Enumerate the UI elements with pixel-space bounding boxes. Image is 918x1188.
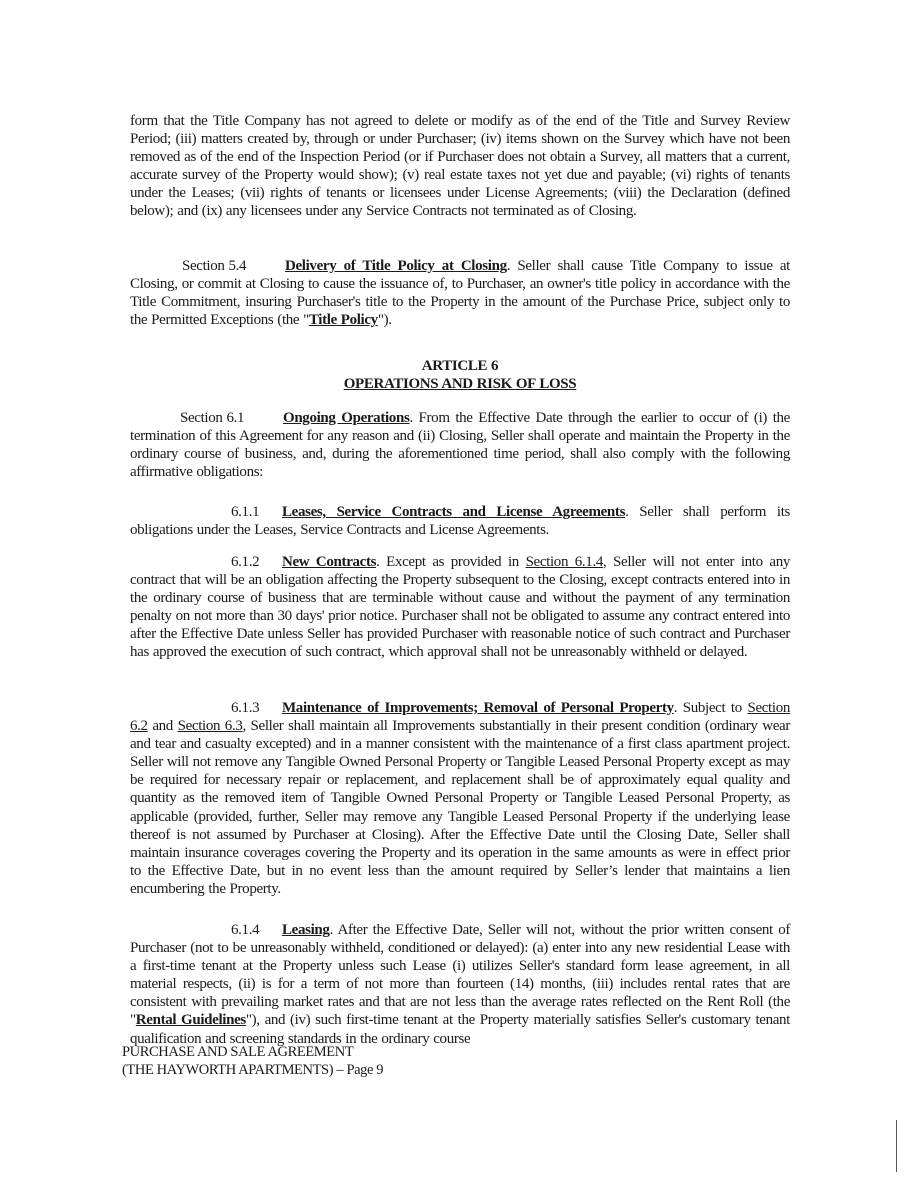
section-heading: Leases, Service Contracts and License Agreements — [282, 504, 626, 520]
article-heading — [130, 357, 790, 393]
paragraph-text: . From the Effective Date through the earlier to occur of (i) the termination of this Agreement for any reason and (ii) Closing, Seller shall operate and maintain the Property in the ordinary course of business, and, during the aforementioned time period, shall also comply with the following affirmative obligations: — [130, 410, 790, 481]
section-number: Section 6.1 — [180, 410, 245, 426]
footer-line-2: (THE HAYWORTH APARTMENTS) – Page 9 — [122, 1062, 384, 1078]
section-6-1-3 — [130, 699, 790, 898]
section-heading: Leasing — [282, 922, 330, 938]
paragraph-text: "). — [377, 312, 392, 329]
section-number: Section 5.4 — [182, 258, 247, 274]
paragraph-text: and — [147, 718, 178, 735]
cross-reference: Section 6.3 — [177, 718, 243, 735]
section-heading: Maintenance of Improvements; Removal of Personal Property — [282, 700, 674, 716]
defined-term: Rental Guidelines — [135, 1012, 246, 1029]
section-5-4 — [130, 257, 790, 329]
section-heading: Ongoing Operations — [283, 410, 410, 426]
section-number: 6.1.1 — [231, 504, 260, 520]
cross-reference: Section 6.1.4 — [525, 554, 604, 570]
cross-reference: Section 6.2 — [130, 700, 790, 735]
section-heading: New Contracts — [282, 554, 377, 570]
section-number: 6.1.2 — [231, 554, 260, 570]
section-number: 6.1.3 — [231, 700, 260, 716]
section-6-1-1 — [130, 503, 790, 539]
defined-term: Title Policy — [308, 312, 378, 329]
article-title: OPERATIONS AND RISK OF LOSS — [343, 376, 577, 393]
section-heading: Delivery of Title Policy at Closing — [285, 258, 507, 274]
paragraph-text: . Seller shall cause Title Company to issue at Closing, or commit at Closing to cause the issuance of, to Purchaser, an owner's title policy in accordance with the Title Commitment, insuring Purchaser's title to the Property in the amount of the Purchase Price, subject only to the Permitted Exceptions (the " — [130, 258, 790, 329]
section-6-1-2 — [130, 553, 790, 662]
section-6-1 — [130, 409, 790, 481]
article-number: ARTICLE 6 — [421, 358, 499, 374]
paragraph-text: . After the Effective Date, Seller will not, without the prior written consent of Purchaser (not to be unreasonably withheld, conditioned or delayed): (a) enter into any new residential Lease with a first-time tenant at the Property unless such Lease (i) utilizes Seller's standard form lease agreement, in all material respects, (ii) is for a term of not more than fourteen (14) months, (iii) includes rental rates that are consistent with prevailing market rates and that are not less than the average rates reflected on the Rent Roll (the " — [130, 922, 790, 1029]
paragraph-permitted-exceptions — [130, 112, 790, 221]
section-number: 6.1.4 — [231, 922, 260, 938]
paragraph-text: . Except as provided in — [376, 554, 526, 570]
section-6-1-4 — [130, 921, 790, 1048]
paragraph-text: . Subject to — [673, 700, 748, 716]
footer-line-1: PURCHASE AND SALE AGREEMENT — [122, 1044, 354, 1060]
paragraph-text: form that the Title Company has not agreed to delete or modify as of the end of the Title and Survey Review Period; (iii) matters created by, through or under Purchaser; (iv) items shown on the Survey which have not been removed as of the end of the Inspection Period (or if Purchaser does not obtain a Survey, all matters that a current, accurate survey of the Property would show); (v) real estate taxes not yet due and payable; (vi) rights of tenants under the Leases; (vii) rights of tenants or licensees under License Agreements; (viii) the Declaration (defined below); and (ix) any licensees under any Service Contracts not terminated as of Closing. — [130, 113, 790, 220]
page-footer — [122, 1043, 383, 1079]
paragraph-text: "), and (iv) such first-time tenant at the Property materially satisfies Seller's customary tenant qualification and screening standards in the ordinary course — [130, 1012, 790, 1047]
paragraph-text: , Seller will not enter into any contract that will be an obligation affecting the Property subsequent to the Closing, except contracts entered into in the ordinary course of business that are terminable without cause and without the payment of any termination penalty on not more than 30 days' prior notice. Purchaser shall not be obligated to assume any contract entered into after the Effective Date unless Seller has provided Purchaser with reasonable notice of such contract and Purchaser has approved the execution of such contract, which approval shall not be unreasonably withheld or delayed. — [130, 554, 791, 661]
scan-artifact-line — [896, 1120, 897, 1172]
paragraph-text: . Seller shall perform its obligations under the Leases, Service Contracts and License Agreements. — [130, 504, 790, 539]
paragraph-text: , Seller shall maintain all Improvements substantially in their present condition (ordinary wear and tear and casualty excepted) and in a manner consistent with the maintenance of a first class apartment project. Seller will not remove any Tangible Owned Personal Property or Tangible Leased Personal Property except as may be required for necessary repair or replacement, and replacement shall be of approximately equal quality and quantity as the removed item of Tangible Owned Personal Property or Tangible Leased Personal Property, as applicable (provided, further, Seller may remove any Tangible Leased Personal Property if the underlying lease thereof is not assumed by Purchaser at Closing). After the Effective Date until the Closing Date, Seller shall maintain insurance coverages covering the Property and its operation in the same amounts as were in effect prior to the Effective Date, but in no event less than the amount required by Seller’s lender that maintains a lien encumbering the Property. — [130, 718, 790, 897]
